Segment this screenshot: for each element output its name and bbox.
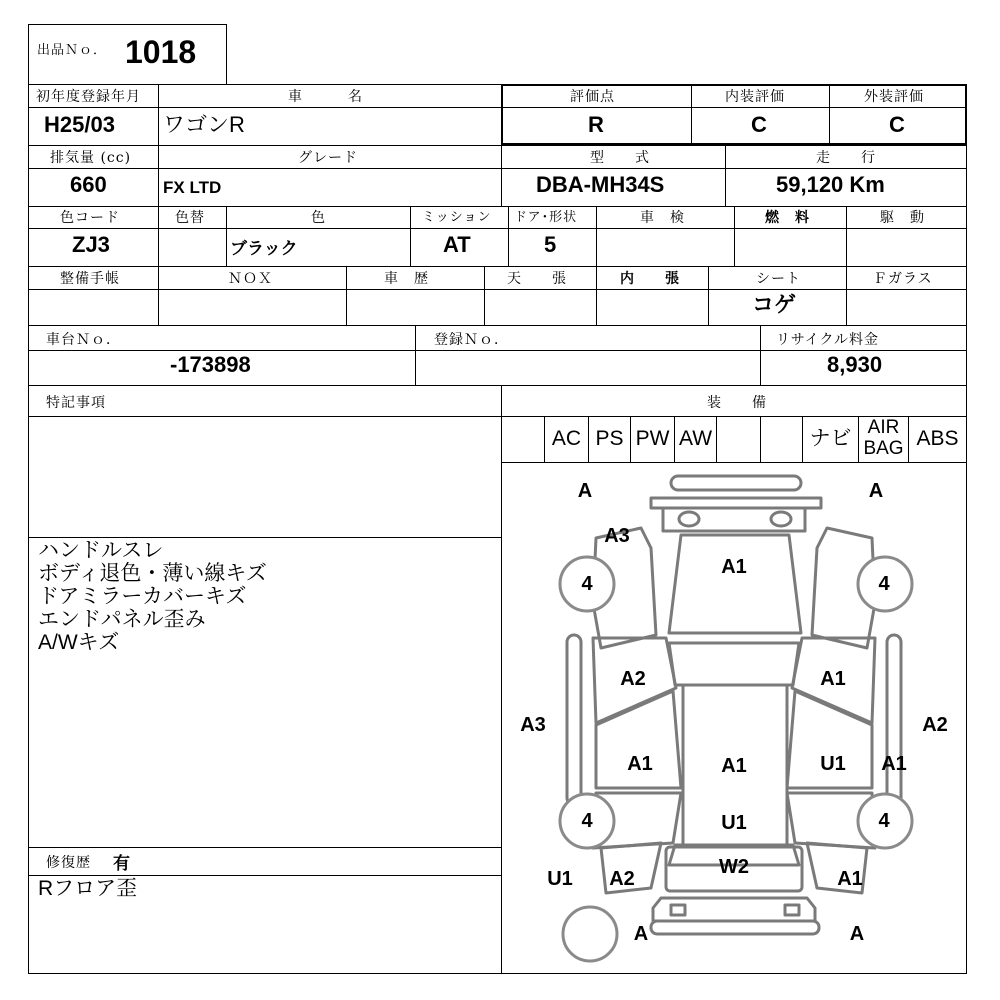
doors-label: ドア･形状	[514, 210, 578, 225]
chassis-no-label: 車台Ｎｏ．	[46, 332, 121, 348]
seat-label: シート	[756, 271, 801, 287]
recycle-fee-label: リサイクル料金	[776, 332, 880, 348]
recycle-fee-value: 8,930	[827, 352, 883, 377]
color-label: 色	[311, 210, 326, 226]
damage-mark: A	[868, 480, 884, 502]
damage-mark: A1	[721, 755, 747, 777]
color-code-value: ZJ3	[72, 232, 110, 257]
damage-mark: W2	[719, 856, 749, 878]
damage-mark: A1	[627, 753, 653, 775]
exterior-score-value: C	[889, 112, 905, 137]
remark-line: ハンドルスレ	[38, 539, 164, 562]
transmission-value: AT	[443, 232, 471, 257]
color-code-label: 色コード	[60, 210, 120, 226]
inspection-label: 車 検	[640, 210, 685, 226]
nox-label: ＮＯＸ	[228, 271, 273, 287]
damage-mark: A1	[721, 556, 747, 578]
damage-mark: 4	[878, 810, 890, 832]
mileage-value: 59,120 Km	[776, 172, 885, 197]
car-name-label: 車 名	[288, 89, 363, 105]
car-name-value: ワゴンR	[163, 112, 245, 137]
reg-year-value: H25/03	[44, 112, 115, 137]
transmission-label: ミッション	[422, 210, 492, 225]
color-value: ブラック	[230, 239, 298, 258]
lot-number-label: 出品Ｎｏ．	[37, 43, 108, 58]
damage-mark: U1	[547, 868, 573, 890]
equipment-label: 装 備	[707, 395, 767, 411]
drive-label: 駆 動	[880, 210, 925, 226]
equipment-ps: PS	[595, 427, 624, 450]
remark-line: ボディ退色・薄い線キズ	[38, 562, 267, 585]
damage-mark: A3	[520, 714, 546, 736]
mileage-label: 走 行	[816, 150, 876, 166]
equipment-pw: PW	[635, 427, 670, 450]
damage-mark: A	[633, 923, 649, 945]
seat-value: コゲ	[752, 292, 797, 317]
damage-mark: A2	[922, 714, 948, 736]
roof-label: 天 張	[507, 271, 567, 287]
interior-score-label: 内装評価	[725, 89, 785, 105]
damage-mark: A3	[604, 525, 630, 547]
damage-mark: A2	[609, 868, 635, 890]
grade-label: グレード	[298, 150, 358, 166]
reg-year-label: 初年度登録年月	[36, 89, 141, 105]
damage-mark: U1	[820, 753, 846, 775]
score-label: 評価点	[570, 89, 615, 105]
remark-line: エンドパネル歪み	[38, 608, 206, 631]
history-label: 車 歴	[384, 271, 429, 287]
interior-trim-label: 内 張	[620, 271, 680, 287]
service-book-label: 整備手帳	[60, 271, 120, 287]
grade-value: FX LTD	[163, 178, 222, 197]
equipment-ac: AC	[551, 427, 582, 450]
equipment-navi: ナビ	[809, 427, 852, 450]
damage-mark: A	[577, 480, 593, 502]
reg-no-label: 登録Ｎｏ．	[434, 332, 509, 348]
model-value: DBA-MH34S	[536, 172, 665, 197]
remark-line: A/Wキズ	[38, 631, 120, 654]
score-value: R	[588, 112, 604, 137]
remarks-label: 特記事項	[46, 395, 106, 411]
damage-mark: U1	[721, 812, 747, 834]
repair-history-label: 修復歴	[46, 855, 91, 871]
exterior-score-label: 外装評価	[864, 89, 924, 105]
fuel-label: 燃 料	[765, 210, 810, 226]
remarks-list	[38, 539, 267, 654]
chassis-no-value: -173898	[170, 352, 251, 377]
displacement-label: 排気量 (cc)	[50, 150, 132, 166]
color-change-label: 色替	[175, 210, 205, 226]
damage-mark: A1	[837, 868, 863, 890]
equipment-aw: AW	[678, 427, 713, 450]
damage-mark: A	[849, 923, 865, 945]
repair-history-value: 有	[113, 854, 130, 873]
displacement-value: 660	[70, 172, 107, 197]
damage-mark: 4	[581, 810, 593, 832]
front-glass-label: Ｆガラス	[873, 271, 933, 287]
damage-mark: 4	[878, 573, 890, 595]
doors-value: 5	[544, 232, 557, 257]
lot-number: 1018	[125, 34, 197, 70]
interior-score-value: C	[751, 112, 767, 137]
equipment-airbag: AIR BAG	[863, 417, 904, 459]
car-diagram	[501, 463, 967, 974]
remark-line: ドアミラーカバーキズ	[38, 585, 247, 608]
damage-mark: 4	[581, 573, 593, 595]
model-label: 型 式	[590, 150, 650, 166]
equipment-abs: ABS	[916, 427, 959, 450]
damage-mark: A1	[820, 668, 846, 690]
damage-mark: A2	[620, 668, 646, 690]
damage-mark: A1	[881, 753, 907, 775]
repair-note: Rフロア歪	[38, 877, 138, 900]
